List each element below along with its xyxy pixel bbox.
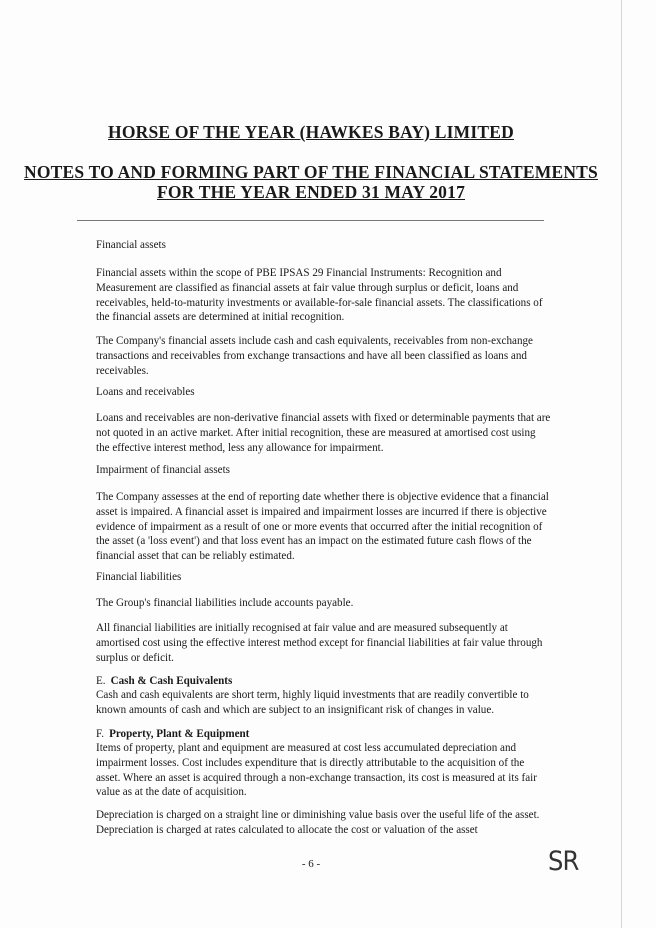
liabilities-paragraph-2: All financial liabilities are initially recognised at fair value and are measured subsequently at amortised cost using the effective interest method except for financial liabilities at fair value through surplus or deficit. bbox=[96, 622, 543, 664]
section-f-paragraph-2: Depreciation is charged on a straight line or diminishing value basis over the useful life of the asset. Depreciation is charged at rates calculated to allocate the cost or valuation of the asset bbox=[96, 809, 540, 836]
header-divider bbox=[77, 220, 544, 221]
section-f-letter: F. bbox=[96, 728, 105, 740]
liabilities-heading: Financial liabilities bbox=[96, 571, 182, 583]
section-e-title: Cash & Cash Equivalents bbox=[110, 675, 233, 687]
section-f-title: Property, Plant & Equipment bbox=[109, 728, 250, 740]
financial-assets-heading: Financial assets bbox=[96, 239, 166, 251]
impairment-heading: Impairment of financial assets bbox=[96, 464, 231, 476]
section-e-heading bbox=[96, 674, 232, 689]
page-number: - 6 - bbox=[301, 858, 321, 870]
section-e-letter: E. bbox=[96, 675, 106, 687]
document-title-line-2: FOR THE YEAR ENDED 31 MAY 2017 bbox=[156, 182, 466, 202]
liabilities-paragraph-1: The Group's financial liabilities include accounts payable. bbox=[96, 597, 354, 609]
section-e-paragraph: Cash and cash equivalents are short term, highly liquid investments that are readily convertible to known amounts of cash and which are subject to an insignificant risk of changes in value. bbox=[96, 689, 529, 716]
impairment-paragraph: The Company assesses at the end of reporting date whether there is objective evidence that a financial asset is impaired. A financial asset is impaired and impairment losses are incurred if there is objective evidence of impairment as a result of one or more events that occurred after the initial recognition of the asset (a 'loss event') and that loss event has an impact on the estimated future cash flows of the financial asset that can be reliably estimated. bbox=[96, 491, 549, 563]
handwritten-initials: SR bbox=[548, 846, 579, 877]
financial-assets-paragraph-2: The Company's financial assets include cash and cash equivalents, receivables from non-exchange transactions and receivables from exchange transactions and have all been classified as loans and receivables. bbox=[96, 335, 533, 377]
document-title-line-1: NOTES TO AND FORMING PART OF THE FINANCIAL STATEMENTS bbox=[24, 162, 598, 182]
loans-paragraph: Loans and receivables are non-derivative financial assets with fixed or determinable payments that are not quoted in an active market. After initial recognition, these are measured at amortised cost using the effective interest method, less any allowance for impairment. bbox=[96, 412, 551, 454]
section-f-paragraph-1: Items of property, plant and equipment are measured at cost less accumulated depreciation and impairment losses. Cost includes expenditure that is directly attributable to the acquisition of the asset. Where an asset is acquired through a non-exchange transaction, its cost is measured at its fair value as at the date of acquisition. bbox=[96, 742, 537, 799]
company-name: HORSE OF THE YEAR (HAWKES BAY) LIMITED bbox=[108, 122, 514, 142]
loans-heading: Loans and receivables bbox=[96, 386, 195, 398]
financial-assets-paragraph-1: Financial assets within the scope of PBE IPSAS 29 Financial Instruments: Recognition and Measurement are classified as financial assets at fair value through surplus or deficit, loans and receivables, held-to-maturity investments or available-for-sale financial assets. The classifications of the financial assets are determined at initial recognition. bbox=[96, 267, 543, 324]
section-f-heading bbox=[96, 727, 249, 742]
